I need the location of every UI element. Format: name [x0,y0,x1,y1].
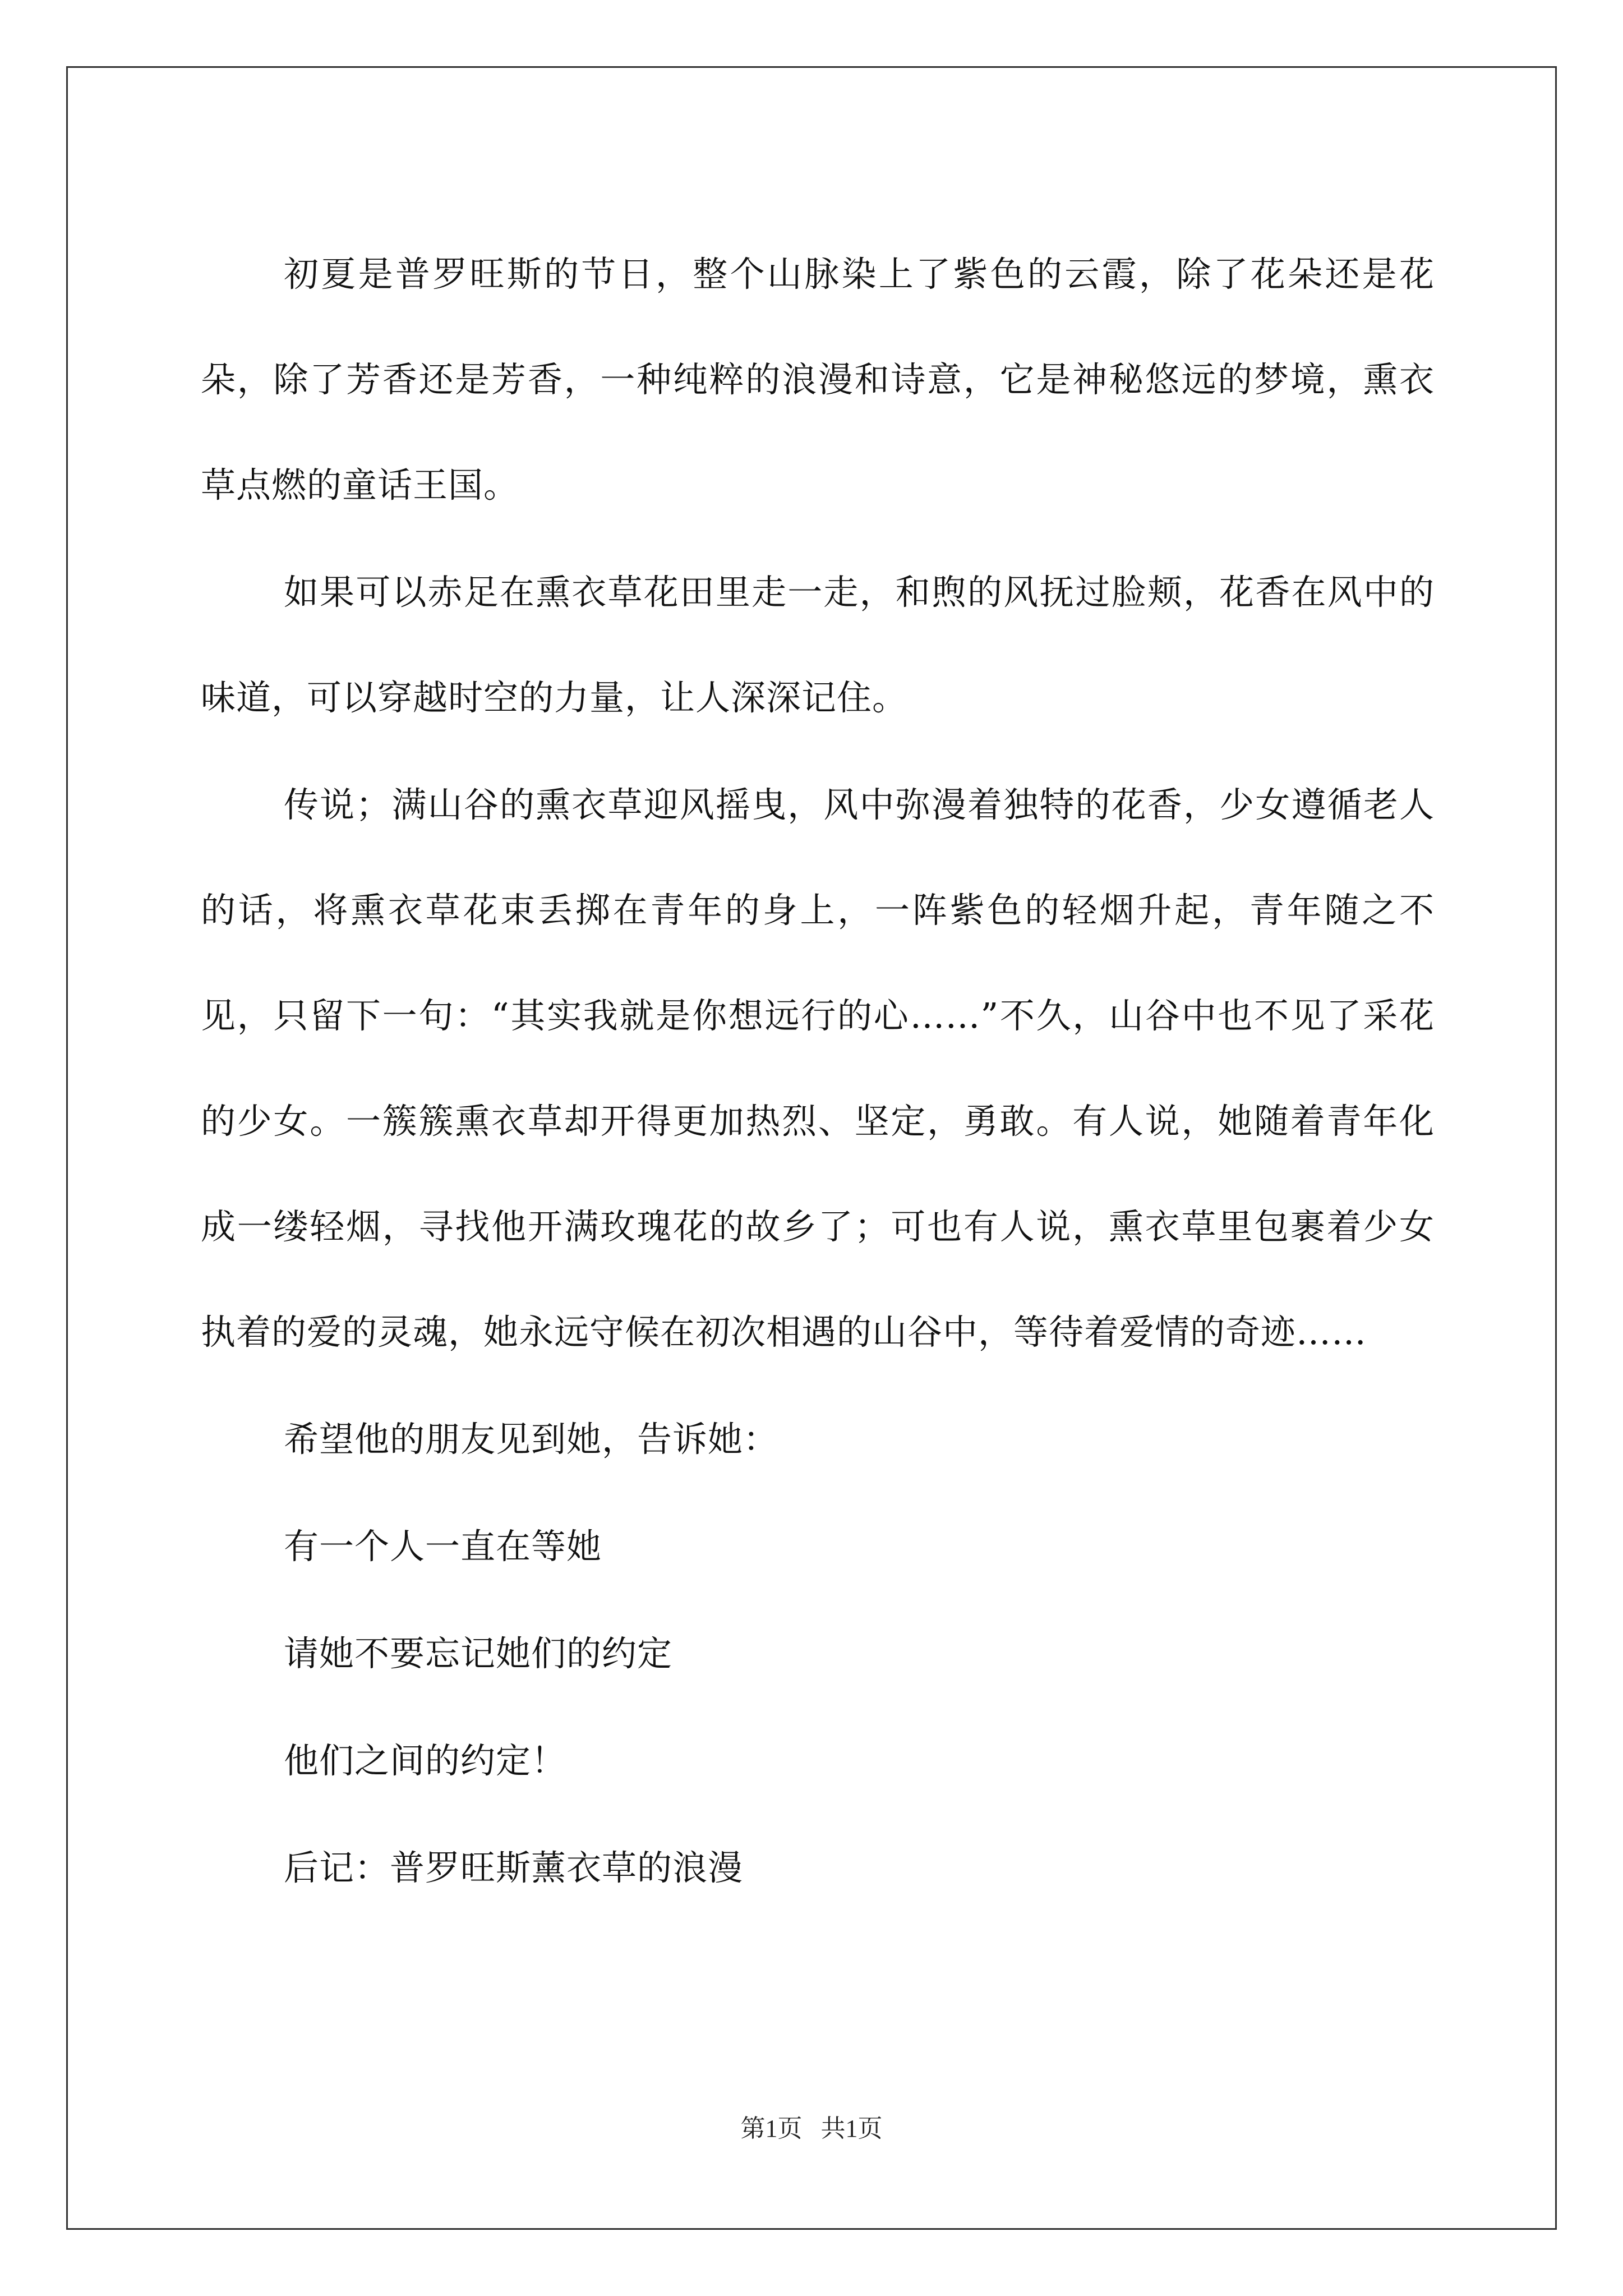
page-footer: 第1页 共1页 [740,2115,883,2142]
paragraph-7: 他们之间的约定！ [284,1740,567,1781]
paragraph-3: 传说；满山谷的熏衣草迎风摇曳，风中弥漫着独特的花香，少女遵循老人的话，将熏衣草花束丢掷在青年的身上，一阵紫色的轻烟升起，青年随之不见，只留下一句：“其实我就是你想远行的心……”不久，山谷中也不见了采花的少女。一簇簇熏衣草却开得更加热烈、坚定，勇敢。有人说，她随着青年化成一缕轻烟，寻找他开满玫瑰花的故乡了；可也有人说，熏衣草里包裹着少女执着的爱的灵魂，她永远守候在初次相遇的山谷中，等待着爱情的奇迹…… [201,784,1435,1352]
paragraph-6: 请她不要忘记她们的约定 [284,1633,673,1674]
paragraph-4: 希望他的朋友见到她，告诉她： [284,1419,779,1460]
paragraph-8: 后记：普罗旺斯薰衣草的浪漫 [284,1847,744,1888]
paragraph-5: 有一个人一直在等她 [284,1526,602,1567]
paragraph-2: 如果可以赤足在熏衣草花田里走一走，和煦的风抚过脸颊，花香在风中的味道，可以穿越时空的力量，让人深深记住。 [201,572,1435,718]
document-body [201,222,1435,1922]
paragraph-1: 初夏是普罗旺斯的节日，整个山脉染上了紫色的云霞，除了花朵还是花朵，除了芳香还是芳香，一种纯粹的浪漫和诗意，它是神秘悠远的梦境，熏衣草点燃的童话王国。 [201,254,1435,505]
